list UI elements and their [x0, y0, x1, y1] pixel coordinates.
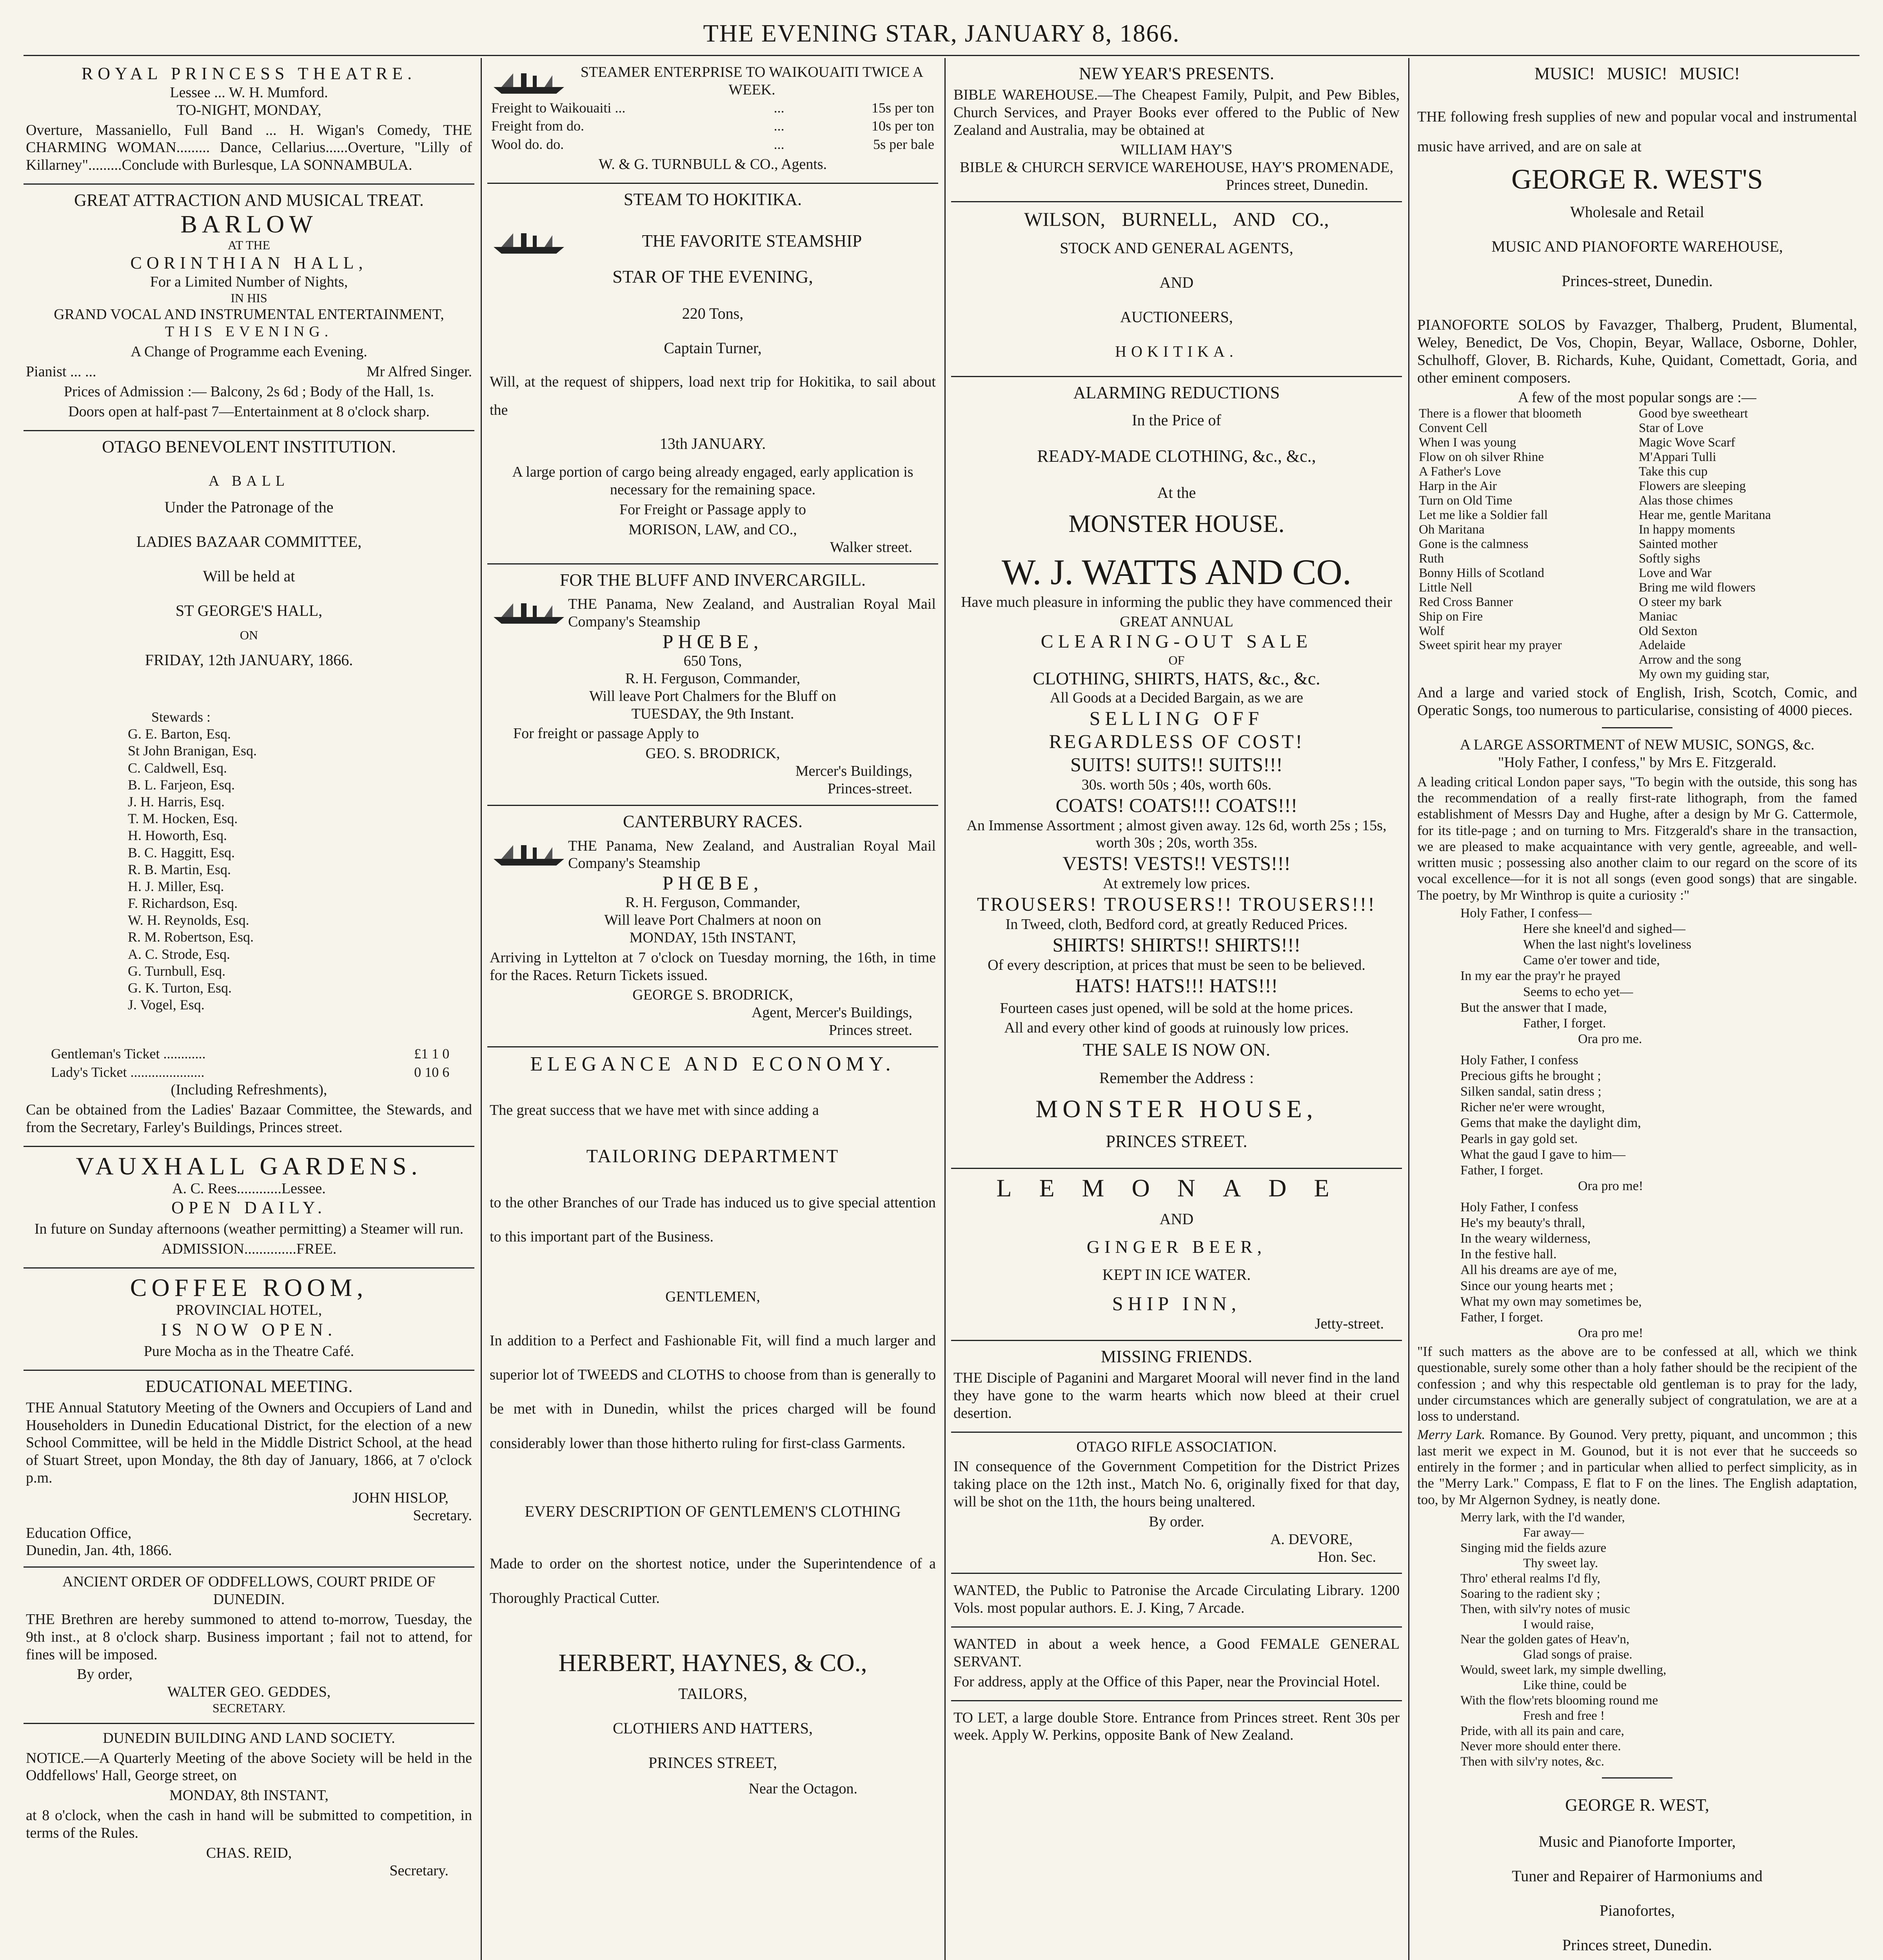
- column-2: [487, 58, 938, 1960]
- hokitika-title: THE FAVORITE STEAMSHIP: [642, 231, 862, 250]
- masthead: THE EVENING STAR, JANUARY 8, 1866.: [24, 12, 1859, 56]
- watts-sale: CLEARING-OUT SALE: [1040, 631, 1313, 652]
- music-wholesale: Wholesale and Retail: [1570, 203, 1705, 221]
- benevolent-committee: LADIES BAZAAR COMMITTEE,: [136, 533, 362, 551]
- watts-shirts: SHIRTS! SHIRTS!! SHIRTS!!!: [1052, 933, 1301, 956]
- watts-firm: W. J. WATTS AND CO.: [1001, 552, 1351, 592]
- song-row: Wolf Old Sexton: [1419, 624, 1698, 638]
- newspaper-page: [24, 12, 1859, 1960]
- vauxhall-title: VAUXHALL GARDENS.: [76, 1152, 422, 1180]
- music-intro: THE following fresh supplies of new and popular vocal and instrumental music have arrived, and are on sale at: [1417, 108, 1857, 155]
- barlow-hall: CORINTHIAN HALL,: [130, 253, 368, 273]
- benevolent-obtain: Can be obtained from the Ladies' Bazaar Committee, the Stewards, and from the Secretary, Farley's Buildings, Princes street.: [26, 1102, 472, 1136]
- wilson-title: WILSON, BURNELL, AND CO.,: [1024, 208, 1329, 230]
- song-row: Sweet spirit hear my prayer Adelaide: [1419, 638, 1686, 653]
- watts-suits: SUITS! SUITS!! SUITS!!!: [1070, 753, 1283, 775]
- missing-body: THE Disciple of Paganini and Margaret Mooral will never find in the land they have gone to the warm hearts which now bleed at their cruel desertion.: [953, 1370, 1400, 1421]
- canterbury-agent: GEORGE S. BRODRICK,: [632, 987, 793, 1004]
- educational-name: JOHN HISLOP,: [352, 1489, 449, 1506]
- music-songs-head: A few of the most popular songs are :—: [1518, 389, 1756, 406]
- canterbury-date: MONDAY, 15th INSTANT,: [629, 929, 796, 946]
- educational-body: THE Annual Statutory Meeting of the Owners and Occupiers of Land and Householders in Dunedin Educational District, for the election of a new School Committee, will be held in the Middle District School, at the head of Stuart Street, upon Monday, the 8th day of January, 1866, at 7 o'clock p.m.: [26, 1399, 472, 1486]
- poem-verse-3: Holy Father, I confess He's my beauty's thrall, In the weary wilderness, In the festive hall. All his dreams are aye of me, Since our young hearts met ; What my own may sometimes be, Father, I forget. Ora pro me!: [1460, 1200, 1643, 1340]
- bluff-head: FOR THE BLUFF AND INVERCARGILL.: [559, 570, 866, 590]
- song-row: When I was young Magic Wove Scarf: [1419, 436, 1735, 450]
- music-warehouse: MUSIC AND PIANOFORTE WAREHOUSE,: [1491, 238, 1783, 256]
- hokitika-apply: For Freight or Passage apply to: [619, 501, 806, 518]
- lady-ticket-price: 0 10 6: [414, 1064, 450, 1080]
- coffee-title: COFFEE ROOM,: [130, 1273, 368, 1301]
- watts-shirts-p: Of every description, at prices that must be seen to be believed.: [988, 956, 1365, 973]
- canterbury-street: Princes street.: [828, 1022, 912, 1039]
- barlow-evening: THIS EVENING.: [165, 323, 333, 340]
- steward: H. J. Miller, Esq.: [128, 878, 224, 894]
- barlow-grand: GRAND VOCAL AND INSTRUMENTAL ENTERTAINMENT,: [54, 306, 444, 323]
- bluff-body: THE Panama, New Zealand, and Australian Royal Mail Company's Steamship: [568, 596, 936, 630]
- music-sign1: Music and Pianoforte Importer,: [1538, 1832, 1736, 1850]
- oddfellows-byorder: By order,: [77, 1666, 133, 1683]
- wanted-library-body: WANTED, the Public to Patronise the Arcade Circulating Library. 1200 Vols. most popular authors. E. J. King, 7 Arcade.: [953, 1582, 1400, 1617]
- benevolent-date: FRIDAY, 12th JANUARY, 1866.: [145, 651, 353, 669]
- oddfellows-body: THE Brethren are hereby summoned to attend to-morrow, Tuesday, the 9th inst., at 8 o'clock sharp. Business important ; fail not to attend, for fines will be imposed.: [26, 1611, 472, 1663]
- watts-remember: Remember the Address :: [1099, 1069, 1254, 1087]
- song-row: Harp in the Air Flowers are sleeping: [1419, 479, 1746, 493]
- rifle-role: Hon. Sec.: [1318, 1548, 1376, 1565]
- music-critic: A leading critical London paper says, "To begin with the outside, this song has the recommendation of a really first-rate lithograph, from the famed establishment of Messrs Day and Hughe, after a design by Mr G. Cattermole, for its title-page ; and on turning to Mrs. Fitzgerald's share in the transaction, we are pleased to make acquaintance with very gentle, agreeable, and well-written music ; possessing also another claim to our regard on the score of its vocal excellence—for it is not all songs (even good songs) that are singable. The poetry, by Mr Winthrop is quite a curiosity :": [1417, 774, 1857, 903]
- music-sign2: Tuner and Repairer of Harmoniums and: [1512, 1867, 1763, 1885]
- elegance-street: PRINCES STREET,: [648, 1754, 777, 1772]
- bluff-tons: 650 Tons,: [683, 653, 742, 670]
- music-head: MUSIC! MUSIC! MUSIC!: [1534, 64, 1740, 83]
- barlow-name: BARLOW: [180, 210, 318, 238]
- bluff-commander: R. H. Ferguson, Commander,: [625, 670, 801, 687]
- music-lark: Romance. By Gounod. Very pretty, piquant, and uncommon ; this last merit we expect in M. Gounod, but it is not ever that he succeeds so entirely in the former ; and in particular when allied to perfect simplicity, as in the "Merry Lark." Compass, E flat to F on the lines. The English adaptation, too, by Mr Algernon Sydney, is neatly done.: [1417, 1427, 1858, 1507]
- watts-bargain: All Goods at a Decided Bargain, as we are: [1050, 689, 1304, 706]
- watts-great: GREAT ANNUAL: [1120, 613, 1233, 630]
- elegance-tailors: TAILORS,: [678, 1685, 747, 1703]
- barlow-pianist-name: Mr Alfred Singer.: [366, 363, 472, 380]
- stewards-head: Stewards :: [151, 709, 211, 725]
- music-holy: "Holy Father, I confess," by Mrs E. Fitzgerald.: [1498, 754, 1777, 771]
- song-row: There is a flower that bloometh Good bye sweetheart: [1419, 407, 1748, 421]
- watts-at: At the: [1157, 483, 1196, 501]
- column-1: [24, 58, 474, 1960]
- elegance-every: EVERY DESCRIPTION OF GENTLEMEN'S CLOTHING: [525, 1503, 901, 1521]
- building-body: NOTICE.—A Quarterly Meeting of the above Society will be held in the Oddfellows' Hall, George street, on: [26, 1749, 472, 1784]
- music-sign3: Pianofortes,: [1599, 1901, 1675, 1919]
- hokitika-agents: MORISON, LAW, and CO.,: [628, 521, 797, 538]
- waikouaiti-agents: W. & G. TURNBULL & CO., Agents.: [598, 156, 827, 173]
- steamship-icon: [490, 65, 568, 97]
- watts-allother: All and every other kind of goods at ruinously low prices.: [1004, 1020, 1349, 1036]
- educational-role: Secretary.: [413, 1507, 472, 1524]
- vauxhall-sunday: In future on Sunday afternoons (weather permitting) a Steamer will run.: [34, 1220, 464, 1237]
- watts-address: MONSTER HOUSE,: [1035, 1094, 1318, 1123]
- canterbury-arriving: Arriving in Lyttelton at 7 o'clock on Tuesday morning, the 16th, in time for the Races. Return Tickets issued.: [490, 949, 936, 984]
- column-3: [951, 58, 1402, 1960]
- coffee-ad: [24, 1269, 474, 1371]
- educational-ad: [24, 1371, 474, 1568]
- elegance-clothiers: CLOTHIERS AND HATTERS,: [612, 1719, 813, 1737]
- watts-suits-p: 30s. worth 50s ; 40s, worth 60s.: [1081, 776, 1272, 793]
- song-row: A Father's Love Take this cup: [1419, 465, 1708, 479]
- newyear-head: NEW YEAR'S PRESENTS.: [1079, 64, 1275, 83]
- gent-ticket-label: Gentleman's Ticket ............: [51, 1046, 206, 1062]
- bluff-agent: GEO. S. BRODRICK,: [645, 745, 780, 762]
- oddfellows-title: ANCIENT ORDER OF ODDFELLOWS, COURT PRIDE OF DUNEDIN.: [62, 1573, 436, 1608]
- coffee-hotel: PROVINCIAL HOTEL,: [176, 1302, 322, 1318]
- steward: B. C. Haggitt, Esq.: [128, 844, 235, 860]
- benevolent-incl: (Including Refreshments),: [171, 1082, 327, 1098]
- waikouaiti-ad: [487, 58, 938, 184]
- barlow-at: AT THE: [227, 238, 271, 252]
- benevolent-title: OTAGO BENEVOLENT INSTITUTION.: [102, 437, 396, 456]
- theatre-lessee: Lessee ... W. H. Mumford.: [170, 84, 328, 101]
- steamship-icon: [490, 225, 568, 257]
- watts-hats: HATS! HATS!!! HATS!!!: [1075, 974, 1278, 996]
- lady-ticket-label: Lady's Ticket .....................: [51, 1064, 205, 1080]
- hokitika-cargo: A large portion of cargo being already engaged, early application is necessary for the remaining space.: [512, 464, 913, 498]
- music-sign-name: GEORGE R. WEST,: [1565, 1795, 1709, 1815]
- lemonade-ginger: GINGER BEER,: [1086, 1237, 1267, 1257]
- canterbury-head: CANTERBURY RACES.: [623, 811, 803, 831]
- watts-head: ALARMING REDUCTIONS: [1073, 383, 1280, 402]
- oddfellows-role: SECRETARY.: [212, 1701, 286, 1715]
- watts-ready: READY-MADE CLOTHING, &c., &c.,: [1037, 446, 1316, 466]
- bluff-street: Princes-street.: [827, 780, 912, 797]
- watts-clothing: CLOTHING, SHIRTS, HATS, &c., &c.: [1033, 668, 1320, 688]
- canterbury-ad: [487, 806, 938, 1047]
- music-sign4: Princes street, Dunedin.: [1562, 1936, 1712, 1954]
- theatre-ad: [24, 58, 474, 185]
- benevolent-patronage: Under the Patronage of the: [164, 498, 334, 516]
- theatre-body: Overture, Massaniello, Full Band ... H. Wigan's Comedy, THE CHARMING WOMAN......... Dance, Cellarius......Overture, "Lilly of Killarney".........Conclude with Burlesque, LA SONNAMBULA.: [26, 122, 472, 174]
- barlow-limited: For a Limited Number of Nights,: [150, 274, 348, 290]
- vauxhall-open: OPEN DAILY.: [171, 1198, 327, 1218]
- steward: H. Howorth, Esq.: [128, 828, 227, 844]
- barlow-ad: [24, 185, 474, 431]
- canterbury-ship: PHŒBE,: [662, 872, 763, 894]
- building-body2: at 8 o'clock, when the cash in hand will be submitted to competition, in terms of the Rules.: [26, 1807, 472, 1841]
- watts-trousers: TROUSERS! TROUSERS!! TROUSERS!!!: [977, 893, 1376, 915]
- newyear-store: BIBLE & CHURCH SERVICE WAREHOUSE, HAY'S PROMENADE,: [960, 159, 1393, 176]
- watts-trousers-p: In Tweed, cloth, Bedford cord, at greatly Reduced Prices.: [1005, 916, 1348, 933]
- steward: R. M. Robertson, Esq.: [128, 929, 254, 945]
- tolet-body: TO LET, a large double Store. Entrance from Princes street. Rent 30s per week. Apply W. Perkins, opposite Bank of New Zealand.: [953, 1709, 1400, 1744]
- poem-verse-2: Holy Father, I confess Precious gifts he brought ; Silken sandal, satin dress ; Richer ne'er were wrought, Gems that make the daylight dim, Pearls in gay gold set. What the gaud I gave to him— Father, I forget. Ora pro me!: [1460, 1053, 1643, 1193]
- gent-ticket-price: £1 1 0: [414, 1046, 450, 1062]
- elegance-p4: Made to order on the shortest notice, under the Superintendence of a Thoroughly Practical Cutter.: [490, 1555, 936, 1606]
- lemonade-street: Jetty-street.: [1315, 1316, 1384, 1332]
- lemonade-ad: [951, 1169, 1402, 1341]
- music-lark-title: Merry Lark.: [1417, 1427, 1485, 1443]
- hokitika-street: Walker street.: [830, 539, 912, 555]
- song-row: Turn on Old Time Alas those chimes: [1419, 493, 1733, 508]
- wilson-place: HOKITIKA.: [1115, 342, 1238, 360]
- barlow-change: A Change of Programme each Evening.: [131, 343, 367, 360]
- building-date: MONDAY, 8th INSTANT,: [169, 1787, 329, 1804]
- music-pianoforte: PIANOFORTE SOLOS by Favazger, Thalberg, Prudent, Blumental, Weley, Benedict, De Vos, Chopin, Beyar, Wallace, Osborne, Dohler, Schulhoff, Glover, B. Richards, Kuhe, Quidant, Comettadt, Goria, and other eminent composers.: [1417, 317, 1857, 386]
- rate-row: Freight to Waikouaiti ... ... 15s per ton: [491, 100, 934, 116]
- poem-lark: Merry lark, with the I'd wander, Far away— Singing mid the fields azure Thy sweet lay. Thro' etheral realms I'd fly, Soaring to the radient sky ; Then, with silv'ry notes of music I would raise, Near the golden gates of Heav'n, Glad songs of praise. Would, sweet lark, my simple dwelling, Like thine, could be With the flow'rets blooming round me Fresh and free ! Pride, with all its pain and care, Never more should enter there. Then with silv'ry notes, &c.: [1460, 1510, 1667, 1769]
- steamship-icon: [490, 837, 568, 869]
- column-rule: [944, 58, 946, 1960]
- elegance-near: Near the Octagon.: [748, 1780, 857, 1797]
- educational-date: Dunedin, Jan. 4th, 1866.: [26, 1542, 172, 1559]
- barlow-prices: Prices of Admission :— Balcony, 2s 6d ; Body of the Hall, 1s.: [64, 383, 434, 400]
- steward: C. Caldwell, Esq.: [128, 760, 227, 776]
- canterbury-body: THE Panama, New Zealand, and Australian Royal Mail Company's Steamship: [568, 837, 936, 872]
- steward: St John Branigan, Esq.: [128, 743, 257, 759]
- lemonade-ice: KEPT IN ICE WATER.: [1102, 1266, 1251, 1284]
- newyear-body: BIBLE WAREHOUSE.—The Cheapest Family, Pulpit, and Pew Bibles, Church Services, and Prayer Books ever offered to the Public of New Zealand and Australia, may be obtained at: [953, 86, 1400, 138]
- educational-title: EDUCATIONAL MEETING.: [145, 1376, 353, 1396]
- canterbury-bldg: Agent, Mercer's Buildings,: [751, 1004, 912, 1021]
- bluff-ship: PHŒBE,: [662, 630, 763, 653]
- rifle-name: A. DEVORE,: [1270, 1531, 1353, 1548]
- music-street: Princes-street, Dunedin.: [1562, 272, 1713, 290]
- theatre-tonight: TO-NIGHT, MONDAY,: [176, 102, 321, 118]
- elegance-title: ELEGANCE AND ECONOMY.: [530, 1053, 895, 1075]
- steward: W. H. Reynolds, Esq.: [128, 912, 249, 928]
- hokitika-tons: 220 Tons,: [682, 304, 744, 322]
- song-row: My own my guiding star,: [1639, 667, 1770, 682]
- canterbury-leave: Will leave Port Chalmers at noon on: [604, 912, 821, 929]
- canterbury-commander: R. H. Ferguson, Commander,: [625, 894, 801, 911]
- watts-street: PRINCES STREET.: [1106, 1131, 1247, 1151]
- elegance-firm: HERBERT, HAYNES, & CO.,: [558, 1649, 867, 1677]
- steward: B. L. Farjeon, Esq.: [128, 777, 235, 793]
- song-row: Red Cross Banner O steer my bark: [1419, 595, 1722, 609]
- watts-coats: COATS! COATS!!! COATS!!!: [1055, 794, 1298, 816]
- oddfellows-name: WALTER GEO. GEDDES,: [167, 1684, 331, 1700]
- waikouaiti-title: STEAMER ENTERPRISE TO WAIKOUAITI TWICE A WEEK.: [580, 64, 924, 98]
- newyear-name: WILLIAM HAY'S: [1120, 142, 1233, 158]
- watts-vests-p: At extremely low prices.: [1103, 875, 1250, 892]
- hokitika-ship: STAR OF THE EVENING,: [612, 266, 813, 287]
- watts-selling: SELLING OFF: [1089, 707, 1264, 729]
- column-rule: [1408, 58, 1409, 1960]
- song-row: Let me like a Soldier fall Hear me, gentle Maritana: [1419, 508, 1771, 522]
- hokitika-captain: Captain Turner,: [664, 339, 762, 357]
- newyear-ad: [951, 58, 1402, 202]
- watts-ad: [951, 377, 1402, 1169]
- music-stock: And a large and varied stock of English, Irish, Scotch, Comic, and Operatic Songs, too numerous to particularise, consisting of 4000 pieces.: [1417, 684, 1857, 719]
- vauxhall-ad: [24, 1147, 474, 1269]
- steward: G. K. Turton, Esq.: [128, 980, 232, 996]
- vauxhall-admission: ADMISSION..............FREE.: [161, 1240, 337, 1257]
- lemonade-and: AND: [1159, 1210, 1194, 1228]
- wanted-library-ad: [951, 1574, 1402, 1628]
- watts-coats-p: An Immense Assortment ; almost given away. 12s 6d, worth 25s ; 15s, worth 30s ; 20s, worth 35s.: [966, 817, 1387, 851]
- steward: A. C. Strode, Esq.: [128, 946, 230, 962]
- lemonade-title: LEMONADE: [996, 1174, 1357, 1202]
- hokitika-will: Will, at the request of shippers, load next trip for Hokitika, to sail about the: [490, 373, 936, 419]
- hokitika-date: 13th JANUARY.: [659, 435, 766, 453]
- building-title: DUNEDIN BUILDING AND LAND SOCIETY.: [103, 1730, 395, 1746]
- steward: G. Turnbull, Esq.: [128, 963, 226, 979]
- tolet-ad: [951, 1701, 1402, 1754]
- coffee-mocha: Pure Mocha as in the Theatre Café.: [143, 1343, 354, 1360]
- coffee-open: IS NOW OPEN.: [161, 1319, 337, 1339]
- building-name: CHAS. REID,: [206, 1844, 292, 1861]
- song-row: Oh Maritana In happy moments: [1419, 522, 1735, 537]
- column-4: [1415, 58, 1859, 1960]
- song-row: Arrow and the song: [1639, 653, 1741, 667]
- song-row: Convent Cell Star of Love: [1419, 421, 1703, 436]
- hokitika-head: STEAM TO HOKITIKA.: [623, 189, 802, 209]
- wanted-servant-ad: [951, 1628, 1402, 1701]
- benevolent-ad: [24, 431, 474, 1147]
- song-row: Bonny Hills of Scotland Love and War: [1419, 566, 1712, 580]
- steward: T. M. Hocken, Esq.: [128, 811, 238, 827]
- bluff-ad: [487, 564, 938, 806]
- building-ad: [24, 1724, 474, 1887]
- steward: F. Richardson, Esq.: [128, 895, 238, 911]
- steamship-icon: [490, 595, 568, 627]
- rate-row: Freight from do. ... 10s per ton: [491, 118, 934, 134]
- elegance-p3: In addition to a Perfect and Fashionable Fit, will find a much larger and superior lot of TWEEDS and CLOTHS to choose from than is generally to be met with in Dunedin, whilst the prices charged will be found considerably lower than those hitherto ruling for first-class Garments.: [490, 1332, 936, 1452]
- music-assort: A LARGE ASSORTMENT of NEW MUSIC, SONGS, &c.: [1460, 737, 1815, 753]
- freight-rates: [490, 99, 936, 153]
- benevolent-ball: A BALL: [208, 473, 290, 490]
- song-row: Flow on oh silver Rhine M'Appari Tulli: [1419, 450, 1716, 465]
- watts-monster: MONSTER HOUSE.: [1068, 509, 1285, 537]
- wilson-line2: AUCTIONEERS,: [1120, 308, 1233, 326]
- music-firm: GEORGE R. WEST'S: [1511, 163, 1763, 195]
- watts-nowon: THE SALE IS NOW ON.: [1082, 1040, 1271, 1060]
- bluff-apply: For freight or passage Apply to: [513, 725, 699, 742]
- bluff-bldg: Mercer's Buildings,: [795, 763, 912, 780]
- music-comment: "If such matters as the above are to be confessed at all, which we think questionable, surely some other than a holy father should be the recipient of the confession ; and why this respectable old gentleman is to pray for the lady, under circumstances which are generally subject of congratulation, we are at a loss to understand.: [1417, 1343, 1857, 1424]
- wilson-line1: STOCK AND GENERAL AGENTS,: [1060, 239, 1293, 257]
- newyear-street: Princes street, Dunedin.: [1226, 177, 1368, 194]
- watts-vests: VESTS! VESTS!! VESTS!!!: [1062, 852, 1291, 875]
- rifle-ad: [951, 1433, 1402, 1574]
- watts-fourteen: Fourteen cases just opened, will be sold at the home prices.: [1000, 1000, 1353, 1016]
- rifle-byorder: By order.: [1149, 1513, 1204, 1530]
- columns: [24, 58, 1859, 1960]
- bluff-leave: Will leave Port Chalmers for the Bluff on: [589, 688, 836, 704]
- watts-regardless: REGARDLESS OF COST!: [1049, 730, 1304, 752]
- song-row: Ruth Softly sighs: [1419, 551, 1700, 566]
- rifle-head: OTAGO RIFLE ASSOCIATION.: [1076, 1438, 1277, 1455]
- song-list: [1417, 407, 1857, 682]
- barlow-head: GREAT ATTRACTION AND MUSICAL TREAT.: [74, 191, 424, 210]
- educational-office: Education Office,: [26, 1524, 132, 1541]
- lemonade-inn: SHIP INN,: [1112, 1292, 1241, 1315]
- benevolent-on: ON: [240, 628, 258, 642]
- poem-verse-1: Holy Father, I confess— Here she kneel'd and sighed— When the last night's loveliness Came o'er tower and tide, In my ear the pray'r he prayed Seems to echo yet— But the answer that I made, Father, I forget. Ora pro me.: [1460, 906, 1692, 1046]
- watts-price: In the Price of: [1132, 411, 1221, 429]
- missing-head: MISSING FRIENDS.: [1100, 1347, 1253, 1367]
- song-row: Little Nell Bring me wild flowers: [1419, 580, 1756, 595]
- bluff-date: TUESDAY, the 9th Instant.: [631, 705, 794, 722]
- elegance-p1: The great success that we have met with since adding a: [490, 1102, 819, 1119]
- elegance-ad: [487, 1047, 938, 1805]
- barlow-pianist-label: Pianist ... ...: [26, 363, 96, 380]
- barlow-inhis: IN HIS: [231, 290, 267, 305]
- wilson-and: AND: [1159, 273, 1194, 291]
- steward: J. H. Harris, Esq.: [128, 793, 225, 809]
- music-ad: [1415, 58, 1859, 1960]
- watts-pleasure: Have much pleasure in informing the public they have commenced their: [961, 593, 1392, 610]
- watts-of: OF: [1168, 653, 1185, 667]
- vauxhall-lessee: A. C. Rees............Lessee.: [172, 1180, 326, 1197]
- hokitika-ad: [487, 184, 938, 564]
- song-row: Gone is the calmness Sainted mother: [1419, 537, 1718, 551]
- steward: R. B. Martin, Esq.: [128, 861, 231, 877]
- benevolent-hall: ST GEORGE'S HALL,: [175, 602, 323, 620]
- rifle-body: IN consequence of the Government Competition for the District Prizes taking place on the 12th inst., Match No. 6, originally fixed for that day, will be shot on the 11th, the hours being unaltered.: [953, 1458, 1400, 1510]
- ticket-prices: [49, 1045, 451, 1081]
- oddfellows-ad: [24, 1568, 474, 1724]
- wanted-servant-body2: For address, apply at the Office of this Paper, near the Provincial Hotel.: [953, 1673, 1380, 1690]
- missing-ad: [951, 1341, 1402, 1432]
- wilson-ad: [951, 202, 1402, 377]
- rate-row: Wool do. do. ... 5s per bale: [491, 136, 934, 152]
- song-row: Ship on Fire Maniac: [1419, 609, 1678, 624]
- column-rule: [481, 58, 482, 1960]
- barlow-doors: Doors open at half-past 7—Entertainment at 8 o'clock sharp.: [68, 403, 430, 420]
- elegance-gentlemen: GENTLEMEN,: [665, 1288, 760, 1305]
- theatre-title: ROYAL PRINCESS THEATRE.: [81, 64, 417, 83]
- wanted-servant-body: WANTED in about a week hence, a Good FEMALE GENERAL SERVANT.: [953, 1636, 1400, 1670]
- building-role: Secretary.: [389, 1862, 449, 1879]
- steward: J. Vogel, Esq.: [128, 997, 205, 1013]
- elegance-p2: to the other Branches of our Trade has induced us to give special attention to this important part of the Business.: [490, 1194, 936, 1245]
- elegance-dept: TAILORING DEPARTMENT: [586, 1146, 839, 1167]
- benevolent-held: Will be held at: [203, 567, 295, 585]
- steward: G. E. Barton, Esq.: [128, 726, 231, 742]
